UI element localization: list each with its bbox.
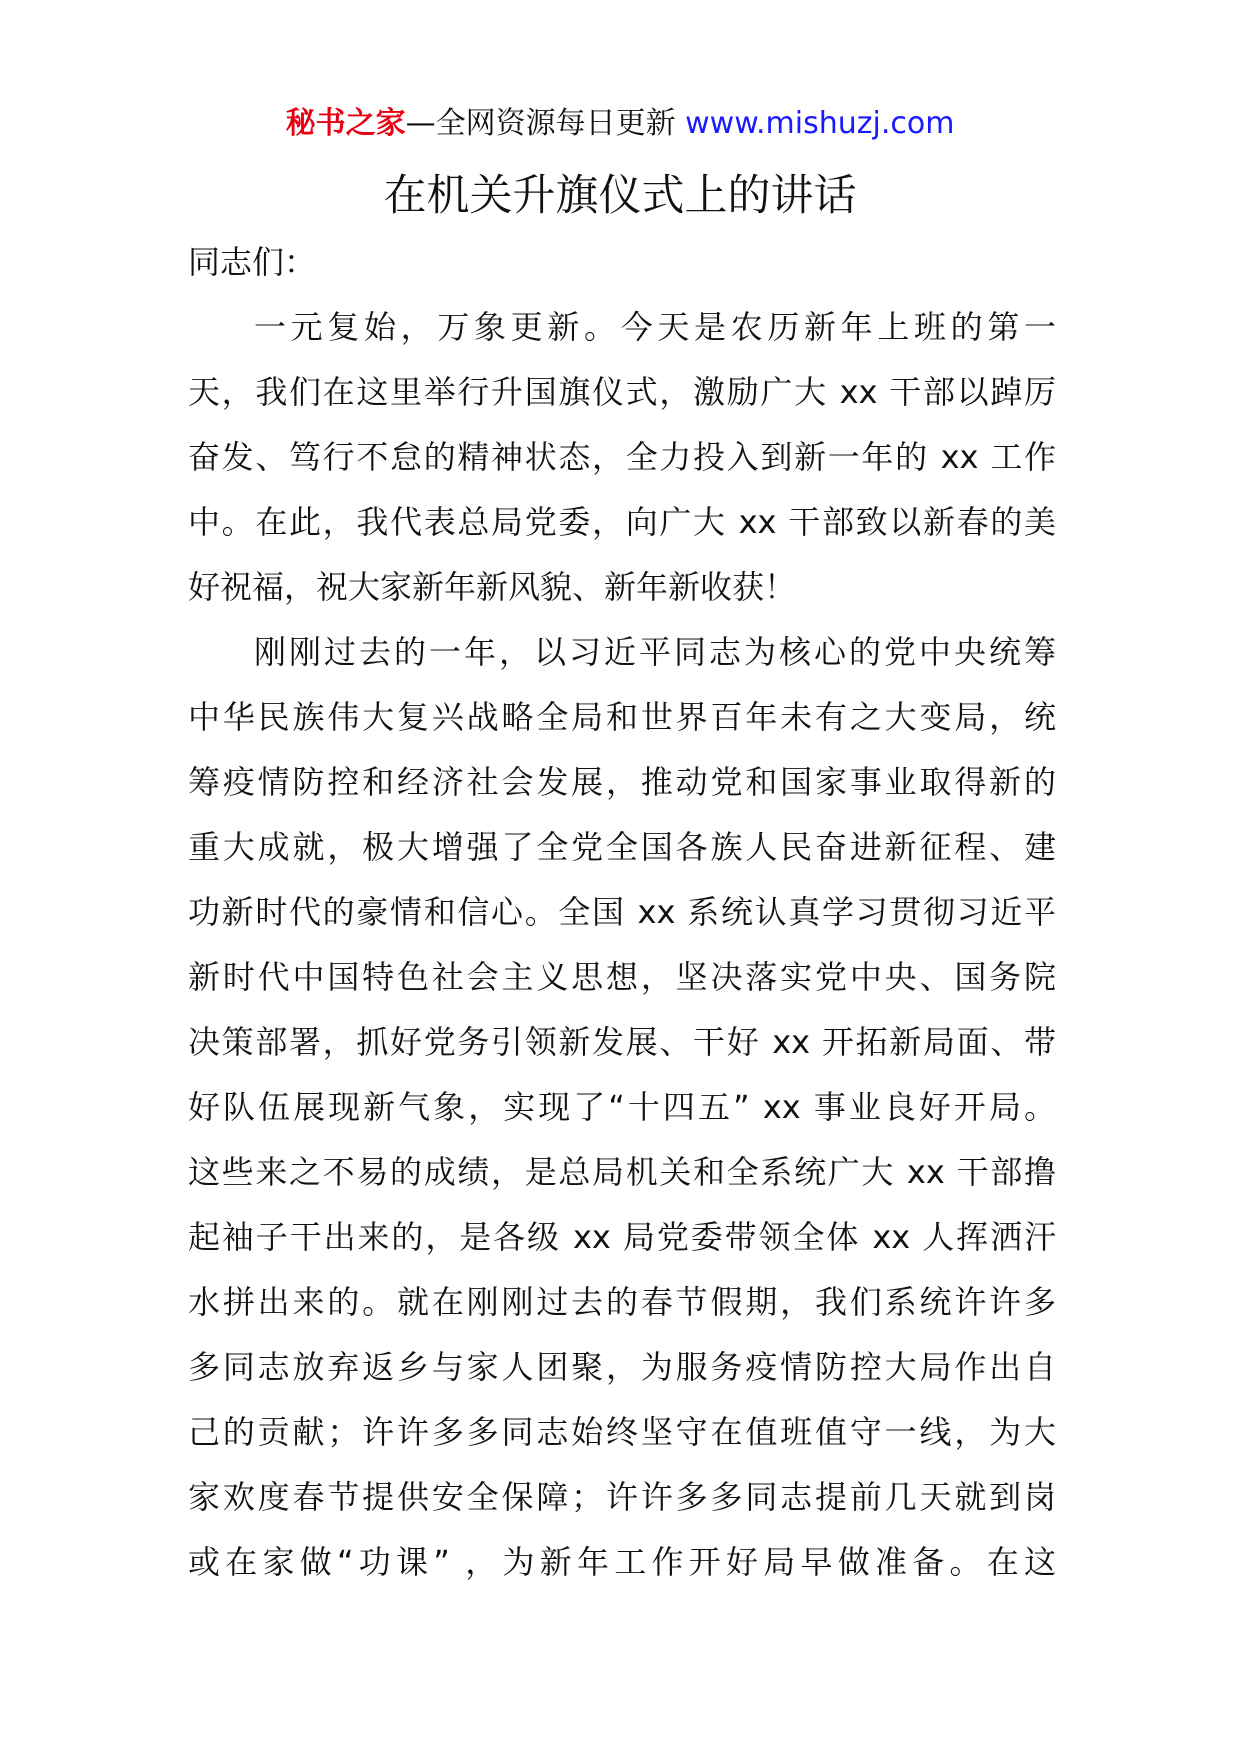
site-header	[0, 104, 1240, 144]
text-line: 中华民族伟大复兴战略全局和世界百年未有之大变局，统	[188, 698, 1056, 736]
text-line: 刚刚过去的一年，以习近平同志为核心的党中央统筹	[254, 633, 1056, 671]
text-line: 奋发、笃行不怠的精神状态，全力投入到新一年的 xx 工作	[188, 438, 1056, 476]
text-line: 天，我们在这里举行升国旗仪式，激励广大 xx 干部以踔厉	[188, 373, 1056, 411]
text-line: 己的贡献；许许多多同志始终坚守在值班值守一线，为大	[188, 1413, 1056, 1451]
text-line: 重大成就，极大增强了全党全国各族人民奋进新征程、建	[188, 828, 1056, 866]
text-line: 新时代中国特色社会主义思想，坚决落实党中央、国务院	[188, 958, 1056, 996]
site-url-link[interactable]: www.mishuzj.com	[685, 106, 955, 141]
text-line: 家欢度春节提供安全保障；许许多多同志提前几天就到岗	[188, 1478, 1056, 1516]
text-line: 一元复始，万象更新。今天是农历新年上班的第一	[254, 308, 1056, 346]
document-body	[188, 230, 1056, 1595]
text-line: 中。在此，我代表总局党委，向广大 xx 干部致以新春的美	[188, 503, 1056, 541]
text-line: 好祝福，祝大家新年新风貌、新年新收获！	[188, 568, 797, 606]
text-line: 多同志放弃返乡与家人团聚，为服务疫情防控大局作出自	[188, 1348, 1056, 1386]
text-line: 水拼出来的。就在刚刚过去的春节假期，我们系统许许多	[188, 1283, 1056, 1321]
text-line: 决策部署，抓好党务引领新发展、干好 xx 开拓新局面、带	[188, 1023, 1056, 1061]
brand-name: 秘书之家	[285, 106, 406, 141]
text-line: 这些来之不易的成绩，是总局机关和全系统广大 xx 干部撸	[188, 1153, 1056, 1191]
text-line: 或在家做“功课” ，为新年工作开好局早做准备。在这	[188, 1543, 1056, 1581]
text-line: 好队伍展现新气象，实现了“十四五” xx 事业良好开局。	[188, 1088, 1056, 1126]
document-title: 在机关升旗仪式上的讲话	[383, 171, 857, 221]
paragraph-lines	[188, 295, 1056, 1595]
text-line: 起袖子干出来的，是各级 xx 局党委带领全体 xx 人挥洒汗	[188, 1218, 1056, 1256]
text-line: 筹疫情防控和经济社会发展，推动党和国家事业取得新的	[188, 763, 1056, 801]
text-line: 功新时代的豪情和信心。全国 xx 系统认真学习贯彻习近平	[188, 893, 1056, 931]
salutation: 同志们：	[188, 243, 317, 281]
header-slogan: —全网资源每日更新	[405, 106, 676, 141]
